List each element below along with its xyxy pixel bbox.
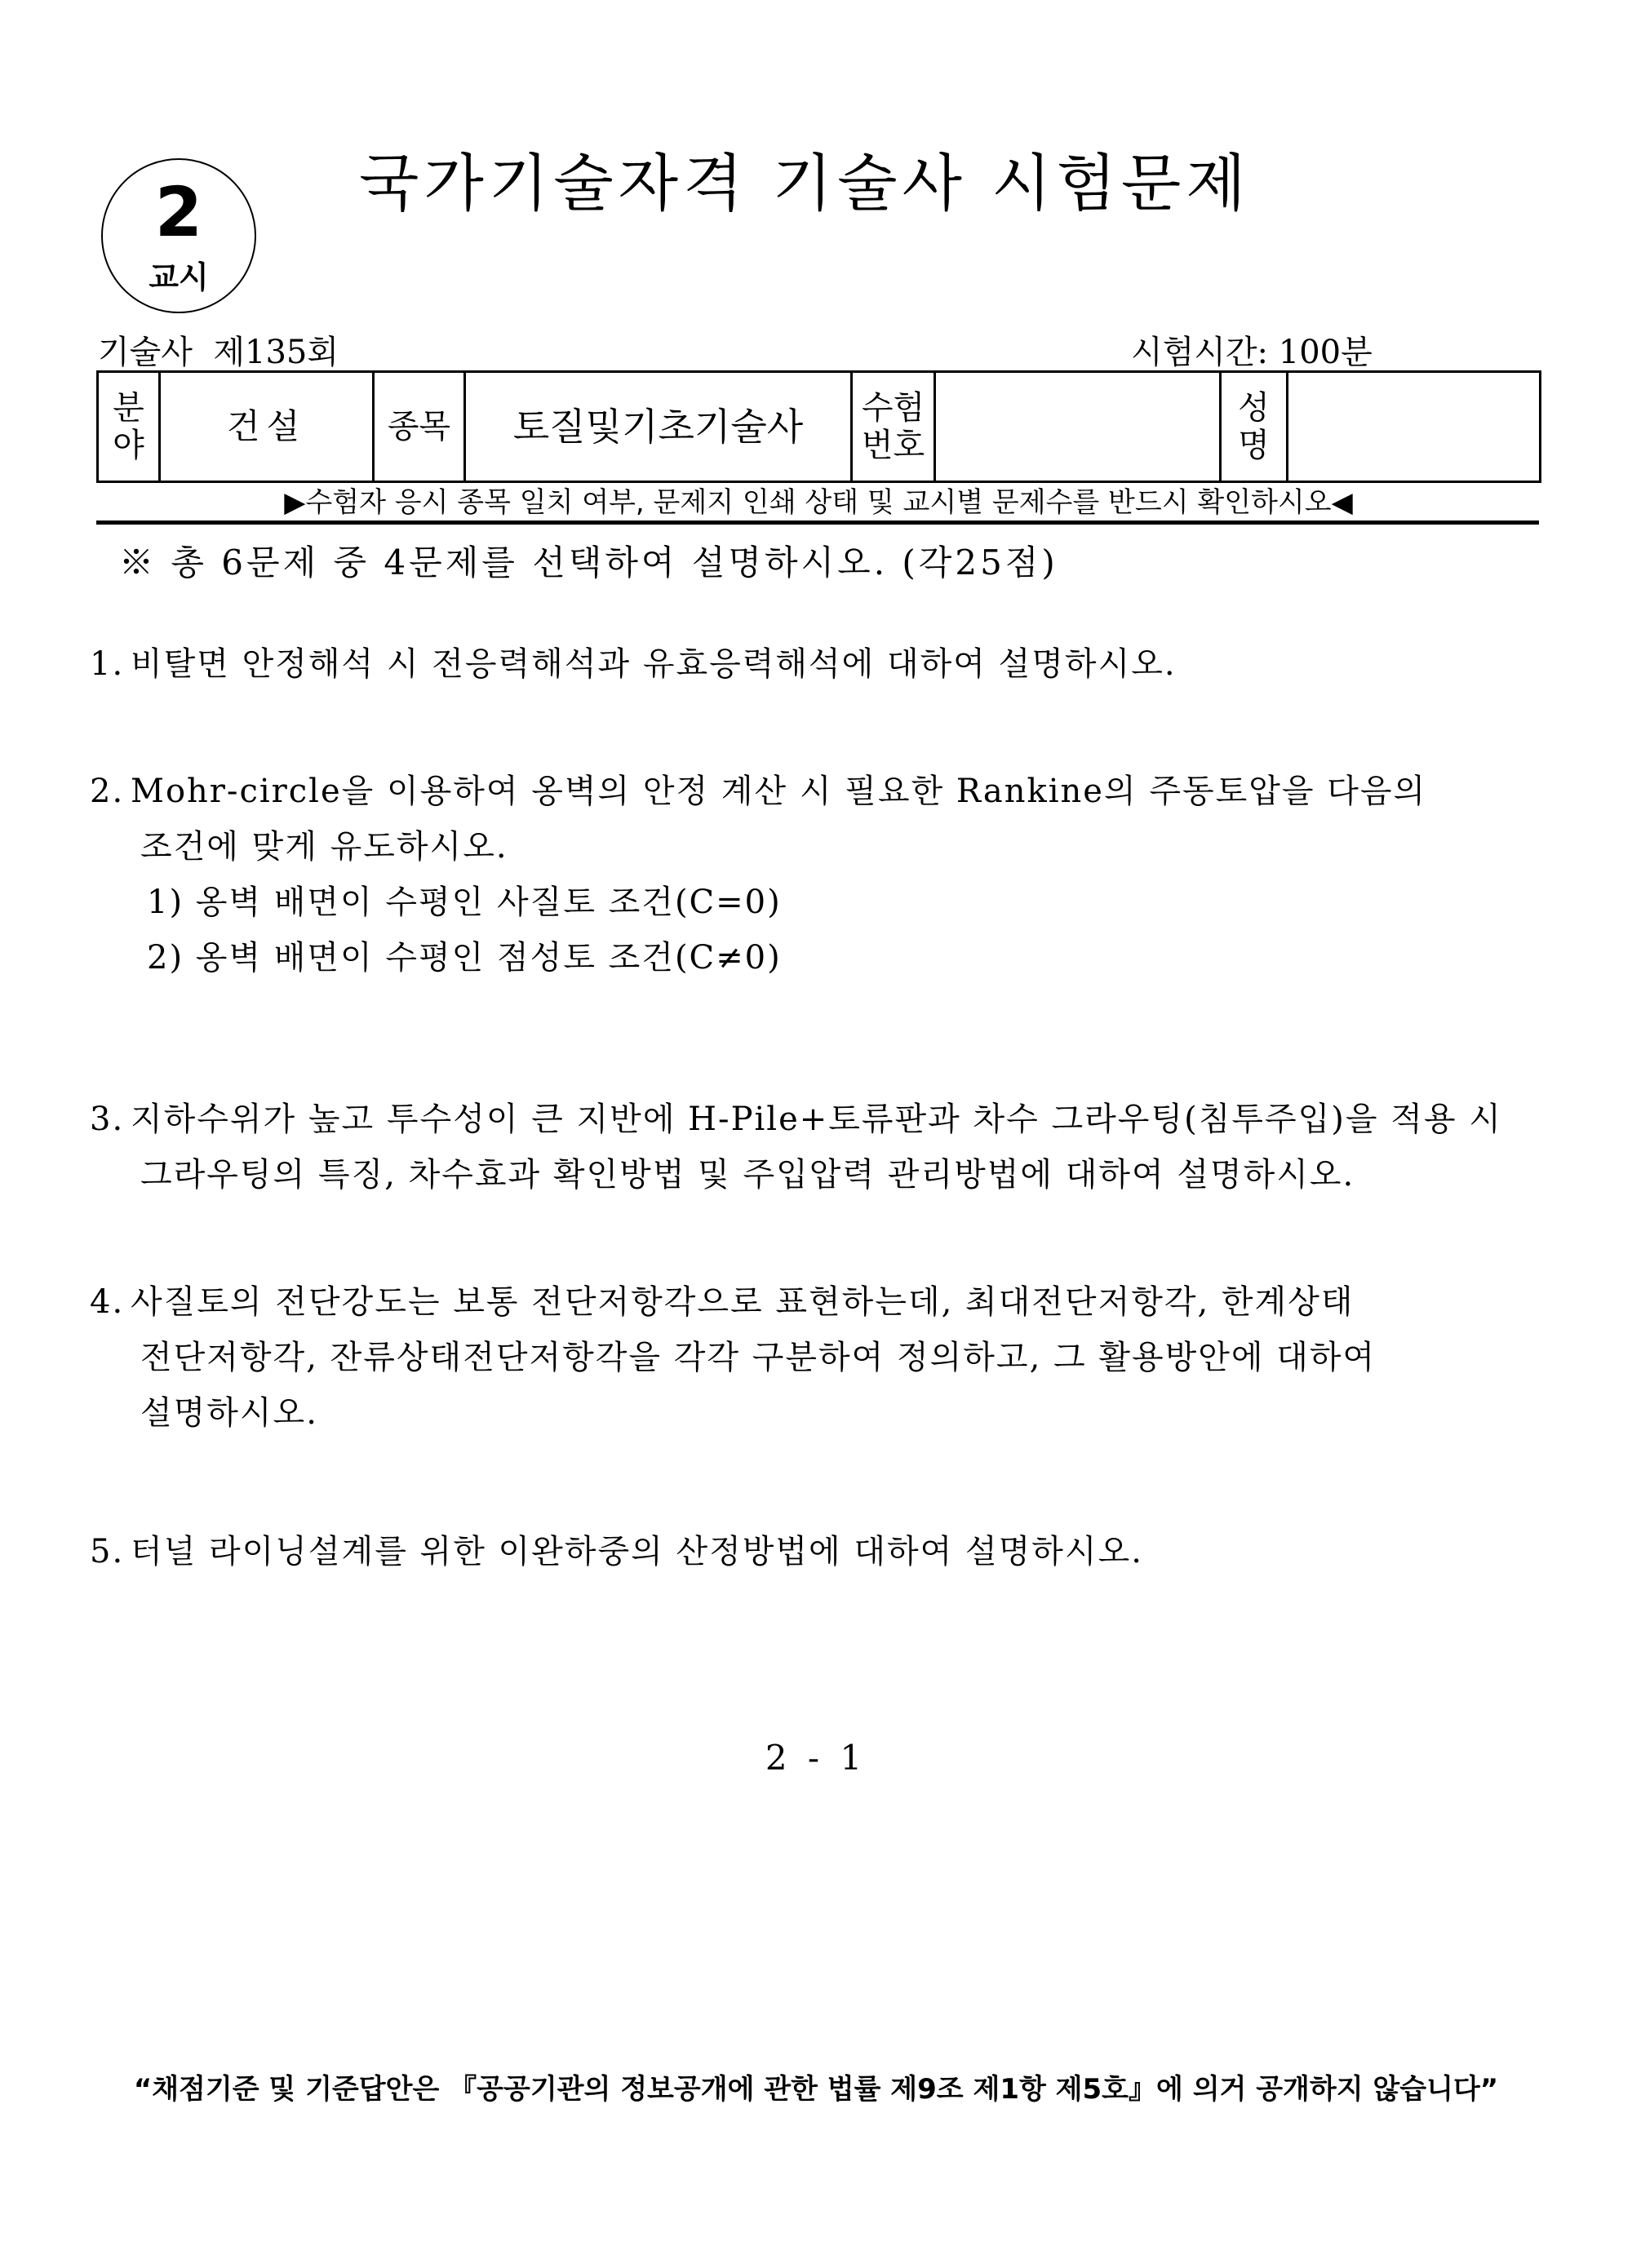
page-title: 국가기술자격 기술사 시험문제 <box>359 147 1251 219</box>
exam-info-table <box>96 370 1541 483</box>
question-number: 5. <box>90 1533 125 1570</box>
question-2 <box>90 764 1542 986</box>
question-3 <box>90 1092 1542 1203</box>
question-text-continued: 전단저항각, 잔류상태전단저항각을 각각 구분하여 정의하고, 그 활용방안에 대하여 <box>140 1339 1377 1376</box>
sub-item: 1) 옹벽 배면이 수평인 사질토 조건(C=0) <box>147 884 782 921</box>
name-value-cell[interactable] <box>1288 372 1541 482</box>
question-1 <box>90 636 1542 692</box>
question-number: 4. <box>90 1283 125 1321</box>
question-4 <box>90 1274 1542 1441</box>
question-number: 2. <box>90 773 125 810</box>
exam-no-label-1: 수험 <box>861 389 925 427</box>
session-number: 2 <box>154 172 203 252</box>
category-label-cell <box>374 372 465 482</box>
exam-round: 기술사 제135회 <box>98 334 339 371</box>
question-text: 지하수위가 높고 투수성이 큰 지반에 H-Pile+토류판과 차수 그라우팅(침투주입)을 적용 시 <box>131 1101 1502 1138</box>
notice-line: ▶수험자 응시 종목 일치 여부, 문제지 인쇄 상태 및 교시별 문제수를 반드시 확인하시오◀ <box>284 486 1353 519</box>
category-value: 토질및기초기술사 <box>512 405 804 449</box>
category-label: 종목 <box>387 408 451 445</box>
name-label-cell <box>1221 372 1288 482</box>
field-label-1: 분 <box>113 389 144 427</box>
session-label: 교시 <box>149 259 209 295</box>
sub-item: 2) 옹벽 배면이 수평인 점성토 조건(C≠0) <box>147 939 782 977</box>
instruction: ※ 총 6문제 중 4문제를 선택하여 설명하시오. (각25점) <box>119 543 1058 583</box>
name-label-2: 명 <box>1238 427 1270 464</box>
question-text-continued: 설명하시오. <box>140 1394 318 1432</box>
field-value: 건설 <box>226 406 307 446</box>
field-value-cell <box>160 372 374 482</box>
question-text: 터널 라이닝설계를 위한 이완하중의 산정방법에 대하여 설명하시오. <box>131 1533 1143 1570</box>
category-value-cell <box>465 372 852 482</box>
question-5 <box>90 1524 1542 1579</box>
question-text: 비탈면 안정해석 시 전응력해석과 유효응력해석에 대하여 설명하시오. <box>131 645 1177 683</box>
field-label-2: 야 <box>113 427 144 464</box>
exam-no-label-2: 번호 <box>861 427 925 464</box>
session-badge <box>101 158 256 313</box>
question-text: 사질토의 전단강도는 보통 전단저항각으로 표현하는데, 최대전단저항각, 한계상태 <box>131 1283 1355 1321</box>
page-number: 2 - 1 <box>765 1738 867 1778</box>
divider <box>96 520 1539 525</box>
field-label-cell <box>98 372 160 482</box>
question-text-continued: 그라우팅의 특징, 차수효과 확인방법 및 주입압력 관리방법에 대하여 설명하시오. <box>140 1156 1355 1194</box>
exam-time: 시험시간: 100분 <box>1131 334 1373 371</box>
footer-note: “채점기준 및 기준답안은 『공공기관의 정보공개에 관한 법률 제9조 제1항 제5호』에 의거 공개하지 않습니다” <box>133 2073 1499 2106</box>
question-text-continued: 조건에 맞게 유도하시오. <box>140 828 508 866</box>
name-label-1: 성 <box>1238 389 1270 427</box>
question-number: 1. <box>90 645 125 683</box>
question-text: Mohr-circle을 이용하여 옹벽의 안정 계산 시 필요한 Rankine의 주동토압을 다음의 <box>131 773 1427 810</box>
exam-no-value-cell[interactable] <box>935 372 1221 482</box>
question-number: 3. <box>90 1101 125 1138</box>
exam-no-label-cell <box>852 372 935 482</box>
